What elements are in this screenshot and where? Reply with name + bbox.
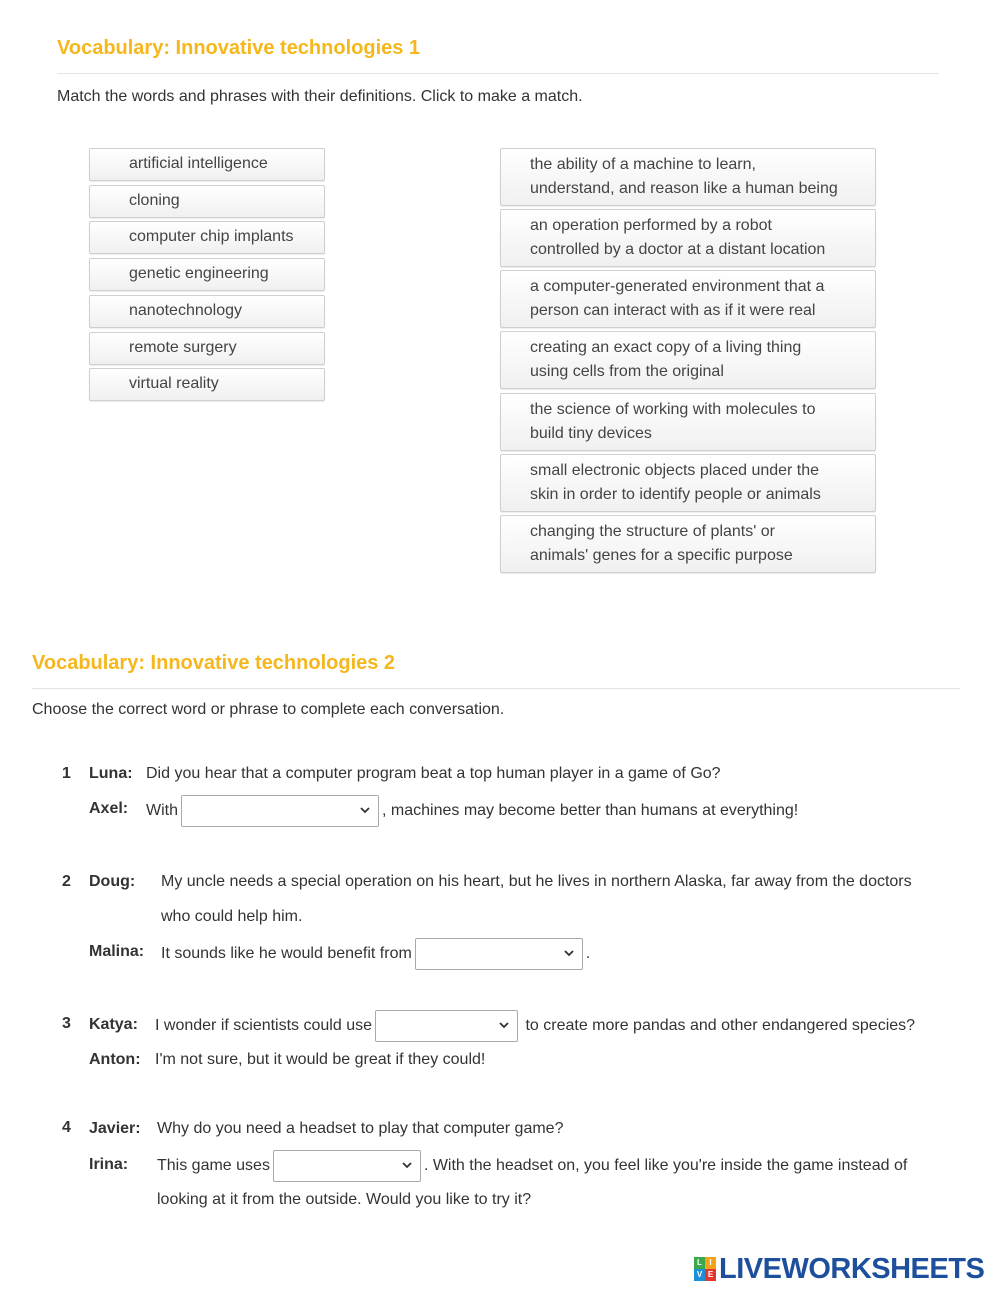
speaker-label: Javier: [89,1120,141,1137]
item-number: 3 [62,1015,71,1032]
logo-text: LIVEWORKSHEETS [719,1252,985,1285]
text-after: to create more pandas and other endangered species? [525,1017,916,1034]
definition-line: changing the structure of plants' or [530,523,775,540]
definition-box[interactable] [500,454,876,512]
word-genetic-engineering[interactable]: genetic engineering [89,258,325,291]
definition-line: the science of working with molecules to [530,401,816,418]
text-before: I wonder if scientists could use [155,1017,372,1034]
definition-box[interactable] [500,148,876,206]
definition-line: using cells from the original [530,363,724,380]
definition-line: controlled by a doctor at a distant location [530,241,826,258]
answer-dropdown-1[interactable] [181,795,379,827]
definition-line: understand, and reason like a human being [530,180,838,197]
section2-divider [32,688,960,689]
word-cloning[interactable]: cloning [89,185,325,218]
speaker-label: Luna: [89,765,133,782]
definition-line: an operation performed by a robot [530,217,772,234]
text-after: . With the headset on, you feel like you're inside the game instead of [423,1157,908,1174]
logo-letter: L [694,1257,705,1269]
section1-divider [57,73,939,74]
logo-letter: V [694,1269,705,1281]
text-after: . [585,945,591,962]
chevron-down-icon [562,946,576,960]
logo-letter: E [705,1269,716,1281]
dialogue-line: looking at it from the outside. Would you like to try it? [157,1191,532,1208]
dialogue-line: My uncle needs a special operation on his heart, but he lives in northern Alaska, far away from the doctors [161,873,912,890]
speaker-label: Irina: [89,1156,129,1173]
definition-box[interactable] [500,515,876,573]
section2-title: Vocabulary: Innovative technologies 2 [32,652,396,674]
word-artificial-intelligence[interactable]: artificial intelligence [89,148,325,181]
definition-box[interactable] [500,209,876,267]
logo-mark-icon [694,1257,716,1281]
dialogue-line: Did you hear that a computer program beat a top human player in a game of Go? [146,765,721,782]
definition-line: a computer-generated environment that a [530,278,825,295]
speaker-label: Doug: [89,873,136,890]
dialogue-line [157,1150,907,1182]
logo-letter: I [705,1257,716,1269]
dialogue-line: I'm not sure, but it would be great if they could! [155,1051,486,1068]
text-before: This game uses [157,1157,270,1174]
definition-box[interactable] [500,393,876,451]
chevron-down-icon [358,803,372,817]
answer-dropdown-2[interactable] [415,938,583,970]
definition-line: creating an exact copy of a living thing [530,339,802,356]
dialogue-line: who could help him. [161,908,303,925]
answer-dropdown-4[interactable] [273,1150,421,1182]
speaker-label: Malina: [89,943,145,960]
dialogue-line: Why do you need a headset to play that computer game? [157,1120,564,1137]
word-remote-surgery[interactable]: remote surgery [89,332,325,365]
definition-line: build tiny devices [530,425,652,442]
definition-line: person can interact with as if it were real [530,302,816,319]
item-number: 2 [62,873,71,890]
definition-box[interactable] [500,270,876,328]
text-before: With [146,802,178,819]
definition-line: small electronic objects placed under the [530,462,820,479]
text-after: , machines may become better than humans at everything! [382,802,799,819]
chevron-down-icon [497,1018,511,1032]
word-virtual-reality[interactable]: virtual reality [89,368,325,401]
speaker-label: Axel: [89,800,129,817]
item-number: 1 [62,765,71,782]
definition-line: the ability of a machine to learn, [530,156,756,173]
definition-line: animals' genes for a specific purpose [530,547,793,564]
speaker-label: Katya: [89,1016,138,1033]
word-computer-chip-implants[interactable]: computer chip implants [89,221,325,254]
section2-instructions: Choose the correct word or phrase to complete each conversation. [32,701,505,718]
section1-instructions: Match the words and phrases with their definitions. Click to make a match. [57,88,583,105]
word-nanotechnology[interactable]: nanotechnology [89,295,325,328]
liveworksheets-logo[interactable] [694,1252,984,1286]
text-before: It sounds like he would benefit from [161,945,412,962]
definition-box[interactable] [500,331,876,389]
speaker-label: Anton: [89,1051,141,1068]
dialogue-line [146,795,798,827]
definition-line: skin in order to identify people or animals [530,486,821,503]
chevron-down-icon [400,1158,414,1172]
dialogue-line [161,938,590,970]
dialogue-line [155,1010,915,1042]
section1-title: Vocabulary: Innovative technologies 1 [57,37,421,59]
answer-dropdown-3[interactable] [375,1010,518,1042]
item-number: 4 [62,1119,71,1136]
